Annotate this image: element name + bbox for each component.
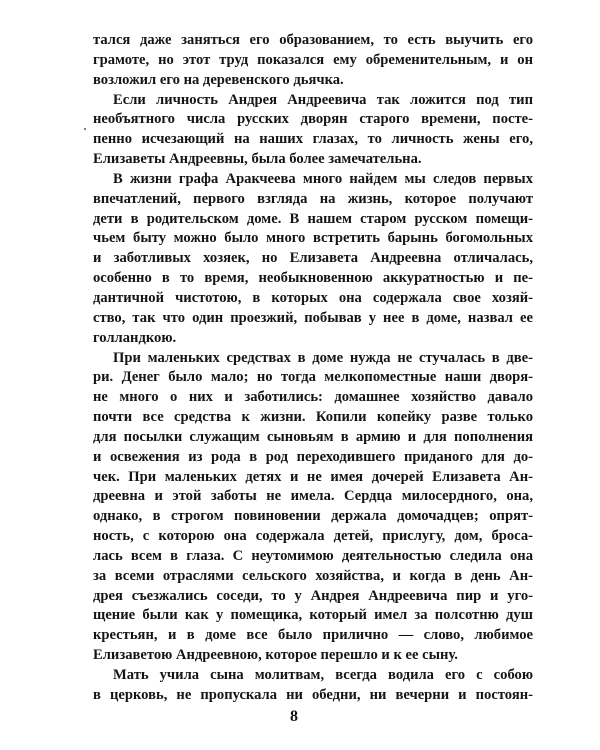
text-line: грамоте, но этот труд показался ему обременительным, и он [93, 51, 533, 68]
text-line: чьем быту можно было много встретить барынь богомольных [93, 230, 533, 247]
text-line: однако, в строгом повиновении держала домочадцев; опрят- [93, 508, 533, 525]
text-line: дрея съезжались соседи, то у Андрея Андреевича пир и уго- [93, 587, 533, 604]
text-line: и заботливых хозяек, но Елизавета Андреевна отличалась, [93, 250, 533, 267]
text-line: впечатлений, первого взгляда на жизнь, которое получают [93, 190, 533, 207]
text-line: чек. При маленьких детях и не имея дочерей Елизавета Ан- [93, 468, 533, 485]
page-number: 8 [290, 708, 298, 725]
text-line: лась всем в глаза. С неутомимою деятельностью следила она [93, 547, 533, 564]
text-line: для посылки служащим сыновьям в армию и для пополнения [93, 428, 533, 445]
text-line: не много о них и заботились: домашнее хозяйство давало [93, 389, 533, 406]
book-page-text [93, 31, 533, 706]
text-line: щение были как у помещика, который имел за полсотню душ [93, 607, 533, 624]
text-line: голландкою. [93, 329, 177, 346]
text-line: дантичной чистотою, в которых она содержала свое хозяй- [93, 289, 533, 306]
text-line: необъятного числа русских дворян старого времени, посте- [93, 111, 533, 128]
text-line: тался даже заняться его образованием, то есть выучить его [93, 32, 533, 48]
paragraph [93, 349, 533, 667]
text-line: крестьян, и в доме все было прилично — слово, любимое [93, 627, 533, 644]
text-line: ство, так что один проезжий, побывав у нее в доме, назвал ее [93, 309, 533, 326]
paragraph [93, 666, 533, 706]
paragraph [93, 170, 533, 349]
text-line: почти все средства к жизни. Копили копейку разве только [93, 409, 533, 426]
paragraph [93, 31, 533, 91]
paragraph [93, 91, 533, 170]
text-line: В жизни графа Аракчеева много найдем мы следов первых [113, 170, 533, 187]
scan-speck [84, 128, 86, 130]
text-line: в церковь, не пропускала ни обедни, ни вечерни и постоян- [93, 686, 533, 703]
text-line: возложил его на деревенского дьячка. [93, 71, 344, 88]
text-line: При маленьких средствах в доме нужда не стучалась в две- [113, 349, 533, 366]
text-line: Елизаветы Андреевны, была более замечательна. [93, 151, 422, 168]
text-line: Елизаветою Андреевною, которое перешло и к ее сыну. [93, 647, 458, 664]
text-line: дреевна и этой заботы не имела. Сердца милосердного, она, [93, 488, 533, 505]
text-line: Если личность Андрея Андреевича так ложится под тип [113, 91, 533, 108]
text-line: ри. Денег было мало; но тогда мелкопоместные наши дворя- [93, 369, 533, 386]
text-line: ность, с которою она содержала детей, прислугу, дом, броса- [93, 528, 533, 545]
text-line: дети в родительском доме. В нашем старом русском помещи- [93, 210, 533, 227]
text-line: и освежения из рода в род переходившего приданого для до- [93, 448, 533, 465]
text-line: Мать учила сына молитвам, всегда водила его с собою [113, 667, 533, 683]
text-line: за всеми отраслями сельского хозяйства, и когда в день Ан- [93, 567, 533, 584]
text-line: пенно исчезающий на наших глазах, то личность жены его, [93, 131, 533, 148]
text-line: особенно в то время, необыкновенною аккуратностью и пе- [93, 270, 533, 287]
